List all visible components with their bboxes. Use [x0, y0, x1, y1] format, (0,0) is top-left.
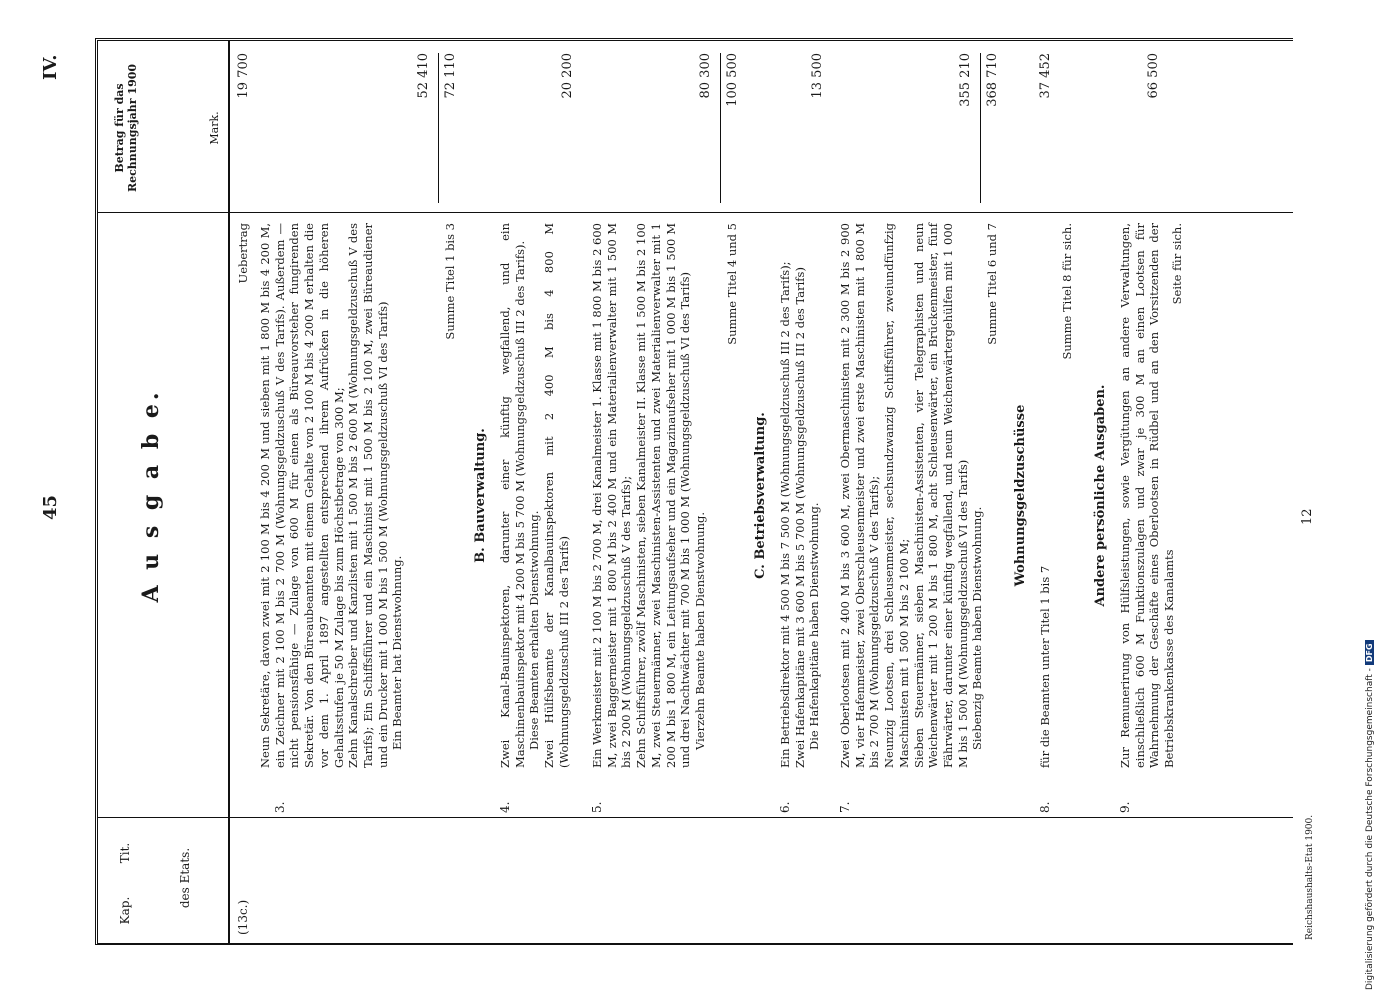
header-mark: Mark. — [208, 111, 221, 145]
titel-number: 9. — [1118, 801, 1132, 813]
entry-amount: 13 500 — [810, 53, 825, 99]
entry-line: Sieben Steuermänner, sieben Maschinisten-Assistenten, vier Telegraphisten und neun Weichenwärter mit 1 200 M bis 1 800 M, acht Schleusenwärter, ein Brückenmeister, fünf Fährwärter, darunter einer künftig wegfallend, und neun Weichenwärtergehülfen mit 1 000 M bis 1 500 M (Wohnungsgeldzuschuß VI des Tarifs) — [911, 223, 970, 768]
entry-line: Zehn Kanalschreiber und Kanzlisten mit 1 500 M bis 2 600 M (Wohnungsgeldzuschuß V des Tarifs); Ein Schiffsführer und ein Maschinist mit 1 500 M bis 2 100 M, zwei Büreaudiener und ein Drucker mit 1 000 M bis 1 500 M (Wohnungsgeldzuschuß VI des Tarifs) — [346, 223, 390, 768]
uebertrag-label: Uebertrag — [236, 223, 250, 284]
entry-line: Ein Betriebsdirektor mit 4 500 M bis 7 500 M (Wohnungsgeldzuschuß III 2 des Tarifs); — [778, 261, 792, 768]
entry-text — [590, 223, 708, 768]
entry-line: Zwei Hafenkapitäne mit 3 600 M bis 5 700 M (Wohnungsgeldzuschuß III 2 des Tarifs) — [792, 267, 807, 768]
sum-rule — [980, 53, 981, 203]
digitization-credit — [1365, 640, 1375, 990]
footer-page-number: 12 — [1300, 508, 1315, 525]
titel-number: 8. — [1038, 801, 1052, 813]
uebertrag-amount: 19 700 — [236, 53, 251, 99]
titel-number: 4. — [498, 801, 512, 813]
entry-amount: 20 200 — [560, 53, 575, 99]
entry-text — [498, 223, 572, 768]
entry-line: Vierzehn Beamte haben Dienstwohnung. — [693, 511, 708, 750]
entry-text — [258, 223, 405, 768]
column-divider-amount — [98, 212, 1293, 213]
sum-label: Summe Titel 1 bis 3 — [443, 223, 457, 340]
entry-line: Siebenzig Beamte haben Dienstwohnung. — [970, 506, 985, 750]
footer-left: Reichshaushalts-Etat 1900. — [1305, 814, 1315, 940]
sum-rule — [438, 53, 439, 203]
entry-line: Diese Beamten erhalten Dienstwohnung. — [527, 510, 542, 750]
entry-amount: 66 500 — [1146, 53, 1161, 99]
sum-label: Summe Titel 8 für sich. — [1060, 223, 1074, 360]
entry-text — [838, 223, 985, 768]
section-heading: Wohnungsgeldzuschüsse — [1013, 404, 1028, 587]
page-number-top: 45 — [40, 494, 61, 520]
column-divider-kap — [98, 817, 1293, 818]
titel-number: 5. — [590, 801, 604, 813]
budget-table — [95, 38, 1293, 945]
entry-amount: 355 210 — [958, 53, 973, 107]
credit-text: Digitalisierung gefördert durch die Deutsche Forschungsgemeinschaft - — [1365, 668, 1375, 990]
entry-line: Zur Remunerirung von Hülfsleistungen, sowie Vergütungen an andere Verwaltungen, einschließlich 600 M Funktionszulagen und zwar je 300 M an einen Lootsen für Wahrnehmung der Geschäfte eines Oberlootsen in Rüdbel und an den Vorsitzenden der Betriebskrankenkasse des Kanalamts — [1118, 223, 1177, 768]
sum-label: Summe Titel 6 und 7 — [985, 223, 999, 345]
entry-line: Zwei Hülfsbeamte der Kanalbauinspektoren mit 2 400 M bis 4 800 M (Wohnungsgeldzuschuß III 2 des Tarifs) — [542, 223, 571, 768]
sum-amount: 368 710 — [985, 53, 1000, 107]
sum-label: Summe Titel 4 und 5 — [725, 223, 739, 345]
section-heading: B. Bauverwaltung. — [473, 428, 488, 563]
sum-rule — [720, 53, 721, 203]
entry-line: Ein Werkmeister mit 2 100 M bis 2 700 M, drei Kanalmeister 1. Klasse mit 1 800 M bis 2 600 M, zwei Baggermeister mit 1 800 M bis 2 400 M und ein Materialienverwalter mit 1 500 M bis 2 200 M (Wohnungsgeldzuschuß V des Tarifs); — [590, 223, 634, 768]
sum-label: Seite für sich. — [1170, 223, 1184, 305]
entry-line: Neun Sekretäre, davon zwei mit 2 100 M bis 4 200 M und sieben mit 1 800 M bis 4 200 M, ein Zeichner mit 2 100 M bis 2 700 M (Wohnungsgeldzuschuß V des Tarifs). Außerdem — nicht pensionsfähige — Zulage von 600 M für einen als Büreauvorsteher fungirenden Sekretär. Von den Büreaubeamten mit einem Gehalte von 2 100 M bis 4 200 M erhalten die vor dem 1. April 1897 angestellten entsprechend ihrem Aufrücken in die höheren Gehaltsstufen je 50 M Zulage bis zum Höchstbetrage von 300 M; — [258, 223, 346, 768]
entry-line: Ein Beamter hat Dienstwohnung. — [390, 555, 405, 750]
entry-text — [1118, 223, 1177, 768]
entry-line: Die Hafenkapitäne haben Dienstwohnung. — [807, 502, 822, 750]
entry-amount: 37 452 — [1038, 53, 1053, 99]
entry-amount: 52 410 — [416, 53, 431, 99]
titel-number: 7. — [838, 801, 852, 813]
header-betrag: Betrag für das Rechnungsjahr 1900 — [113, 63, 140, 193]
section-heading: C. Betriebsverwaltung. — [753, 412, 768, 579]
kap-value: (13c.) — [236, 899, 250, 935]
entry-text — [1038, 223, 1053, 768]
entry-line: Zehn Schiffsführer, zwölf Maschinisten, sieben Kanalmeister II. Klasse mit 1 500 M bis 2 100 M, zwei Steuermänner, zwei Maschinisten-Assistenten und zwei Materialienverwalter mit 1 200 M bis 1 800 M, ein Leitungsaufseher und ein Magazinaufseher mit 1 000 M bis 1 500 M und drei Nachtwächter mit 700 M bis 1 000 M (Wohnungsgeldzuschuß VI des Tarifs) — [634, 223, 693, 768]
entry-line: Zwei Kanal-Bauinspektoren, darunter einer künftig wegfallend, und ein Maschinenbauinspektor mit 4 200 M bis 5 700 M (Wohnungsgeldzuschuß III 2 des Tarifs). — [498, 223, 527, 768]
titel-number: 6. — [778, 801, 792, 813]
entry-line: Neunzig Lootsen, drei Schleusenmeister, sechsundzwanzig Schiffsführer, zweiundfünfzig Maschinisten mit 1 500 M bis 2 100 M; — [882, 223, 911, 768]
dfg-logo: DFG — [1365, 640, 1374, 665]
header-tit: Tit. — [118, 842, 132, 864]
sum-amount: 72 110 — [443, 53, 458, 99]
section-heading: Andere persönliche Ausgaben. — [1093, 384, 1108, 607]
entry-text — [778, 223, 822, 768]
header-kap: Kap. — [118, 896, 132, 925]
entry-line: Zwei Oberlootsen mit 2 400 M bis 3 600 M, zwei Obermaschinisten mit 2 300 M bis 2 900 M, vier Hafenmeister, zwei Oberschleusenmeister und zwei erste Maschinisten mit 1 800 M bis 2 700 M (Wohnungsgeldzuschuß V des Tarifs); — [838, 223, 882, 768]
titel-number: 3. — [273, 801, 287, 813]
sum-amount: 100 500 — [725, 53, 740, 107]
roman-section-number: IV. — [40, 54, 61, 80]
entry-line: für die Beamten unter Titel 1 bis 7 — [1038, 565, 1052, 768]
entry-amount: 80 300 — [698, 53, 713, 99]
page-title: A u s g a b e. — [138, 388, 164, 603]
header-des-etats: des Etats. — [178, 847, 192, 909]
